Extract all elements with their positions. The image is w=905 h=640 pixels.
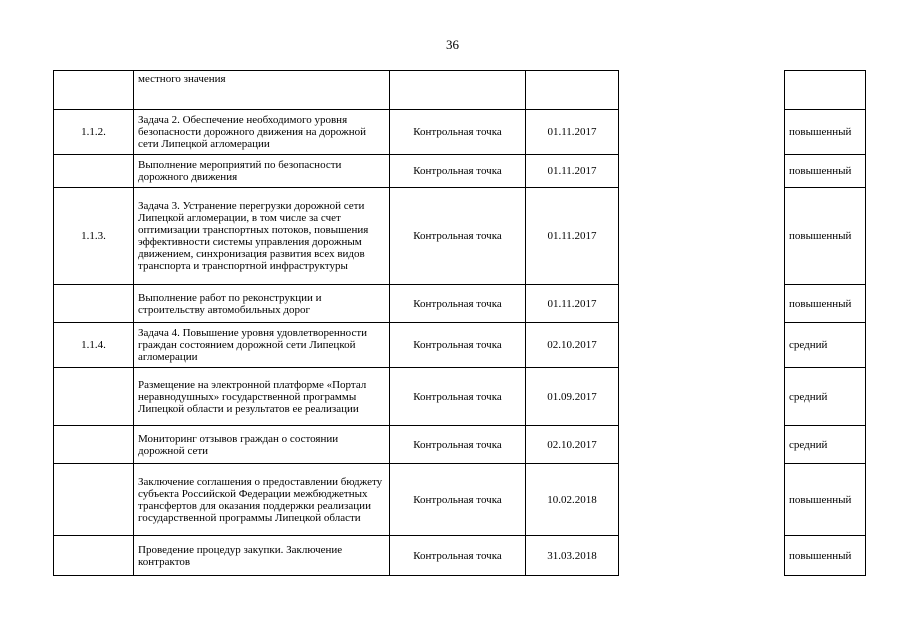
table-row [54, 285, 619, 323]
table-row [54, 155, 619, 188]
row-type: Контрольная точка [390, 536, 526, 576]
table-row [785, 536, 866, 576]
row-date: 02.10.2017 [526, 323, 619, 368]
row-type [390, 71, 526, 110]
row-description: Заключение соглашения о предоставлении бюджету субъекта Российской Федерации межбюджетных трансфертов для оказания поддержки реализации государственной программы Липецкой области [134, 464, 390, 536]
table-row [54, 110, 619, 155]
row-description: Размещение на электронной платформе «Портал неравнодушных» государственной программы Липецкой области и результатов ее реализации [134, 368, 390, 426]
row-date: 10.02.2018 [526, 464, 619, 536]
table-row [785, 426, 866, 464]
row-number [54, 536, 134, 576]
row-date: 01.11.2017 [526, 285, 619, 323]
row-type: Контрольная точка [390, 155, 526, 188]
row-type: Контрольная точка [390, 426, 526, 464]
row-level: повышенный [785, 188, 866, 285]
row-number [54, 426, 134, 464]
row-date: 31.03.2018 [526, 536, 619, 576]
row-level: повышенный [785, 464, 866, 536]
row-description: Мониторинг отзывов граждан о состоянии дорожной сети [134, 426, 390, 464]
page-number: 36 [446, 37, 459, 52]
row-level: повышенный [785, 536, 866, 576]
row-date: 01.11.2017 [526, 155, 619, 188]
row-level: повышенный [785, 285, 866, 323]
row-description: местного значения [134, 71, 390, 110]
row-description: Задача 2. Обеспечение необходимого уровня безопасности дорожного движения на дорожной сети Липецкой агломерации [134, 110, 390, 155]
row-date: 01.11.2017 [526, 188, 619, 285]
table-row [785, 110, 866, 155]
table-row [54, 536, 619, 576]
row-level: средний [785, 426, 866, 464]
row-level [785, 71, 866, 110]
table-row [54, 323, 619, 368]
row-type: Контрольная точка [390, 188, 526, 285]
table-row [54, 464, 619, 536]
row-date: 01.11.2017 [526, 110, 619, 155]
row-description: Выполнение мероприятий по безопасности дорожного движения [134, 155, 390, 188]
table-row [54, 368, 619, 426]
row-level: средний [785, 368, 866, 426]
row-date [526, 71, 619, 110]
table-row [785, 323, 866, 368]
row-type: Контрольная точка [390, 323, 526, 368]
table-row [785, 368, 866, 426]
row-date: 02.10.2017 [526, 426, 619, 464]
row-description: Задача 3. Устранение перегрузки дорожной сети Липецкой агломерации, в том числе за счет оптимизации транспортных потоков, повышения эффективности системы управления дорожным движением, синхронизация развития всех видов транспорта и транспортной инфраструктуры [134, 188, 390, 285]
table-row [785, 285, 866, 323]
row-type: Контрольная точка [390, 368, 526, 426]
table-row [54, 188, 619, 285]
row-number: 1.1.3. [54, 188, 134, 285]
row-type: Контрольная точка [390, 110, 526, 155]
row-type: Контрольная точка [390, 285, 526, 323]
row-level: повышенный [785, 110, 866, 155]
row-number [54, 368, 134, 426]
row-description: Выполнение работ по реконструкции и строительству автомобильных дорог [134, 285, 390, 323]
row-number: 1.1.4. [54, 323, 134, 368]
row-number [54, 285, 134, 323]
table-row [785, 188, 866, 285]
table-row [54, 71, 619, 110]
risk-level-table [784, 70, 866, 576]
table-row [785, 155, 866, 188]
row-type: Контрольная точка [390, 464, 526, 536]
table-row [785, 464, 866, 536]
row-description: Проведение процедур закупки. Заключение контрактов [134, 536, 390, 576]
row-description: Задача 4. Повышение уровня удовлетворенности граждан состоянием дорожной сети Липецкой агломерации [134, 323, 390, 368]
table-row [785, 71, 866, 110]
table-row [54, 426, 619, 464]
row-number [54, 71, 134, 110]
main-table [53, 70, 619, 576]
row-number: 1.1.2. [54, 110, 134, 155]
row-number [54, 155, 134, 188]
row-level: средний [785, 323, 866, 368]
row-date: 01.09.2017 [526, 368, 619, 426]
row-level: повышенный [785, 155, 866, 188]
row-number [54, 464, 134, 536]
